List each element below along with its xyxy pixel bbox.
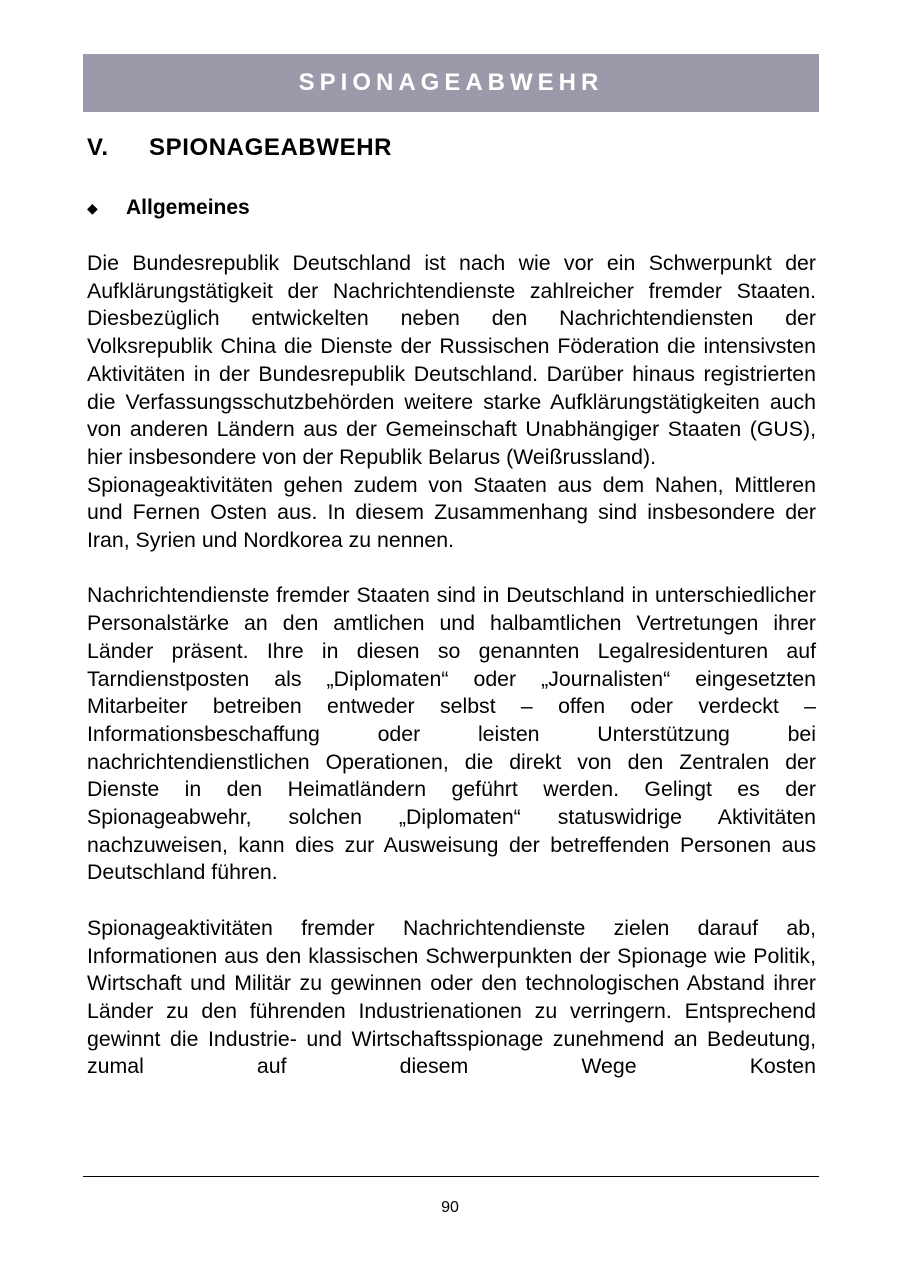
page-number: 90 [441,1199,459,1216]
paragraph-4: Spionageaktivitäten fremder Nachrichtendienste zielen darauf ab, Informationen aus den klassischen Schwerpunkten der Spionage wie Politik, Wirtschaft und Militär zu gewinnen oder den technologischen Abstand ihrer Länder zu den führenden Industrienationen zu verringern. Entsprechend gewinnt die Industrie- und Wirtschaftsspionage zunehmend an Bedeutung, zumal auf diesem Wege Kosten [87,915,816,1079]
footer-divider [83,1176,819,1177]
paragraph-1: Die Bundesrepublik Deutschland ist nach wie vor ein Schwerpunkt der Aufklärungstätigkeit der Nachrichtendienste zahlreicher fremder Staaten. Diesbezüglich entwickelten neben den Nachrichtendiensten der Volksrepublik China die Dienste der Russischen Föderation die intensivsten Aktivitäten in der Bundesrepublik Deutschland. Darüber hinaus registrierten die Verfassungsschutzbehörden weitere starke Aufklärungstätigkeiten auch von anderen Ländern aus der Gemeinschaft Unabhängiger Staaten (GUS), hier insbesondere von der Republik Belarus (Weißrussland). [87,251,816,469]
paragraph-3: Nachrichtendienste fremder Staaten sind in Deutschland in unterschiedlicher Personalstärke an den amtlichen und halbamtlichen Vertretungen ihrer Länder präsent. Ihre in diesen so genannten Legalresidenturen auf Tarndienstposten als „Diplomaten“ oder „Journalisten“ eingesetzten Mitarbeiter betreiben entweder selbst – offen oder verdeckt – Informationsbeschaffung oder leisten Unterstützung bei nachrichtendienstlichen Operationen, die direkt von den Zentralen der Dienste in den Heimatländern geführt werden. Gelingt es der Spionageabwehr, solchen „Diplomaten“ statuswidrige Aktivitäten nachzuweisen, kann dies zur Ausweisung der betreffenden Personen aus Deutschland führen. [87,583,816,885]
diamond-bullet-icon: ◆ [87,200,98,216]
section-heading [87,194,250,222]
running-header [83,54,819,112]
chapter-heading [87,134,392,162]
paragraph-2: Spionageaktivitäten gehen zudem von Staaten aus dem Nahen, Mittleren und Fernen Osten aus. In diesem Zusammenhang sind insbesondere der Iran, Syrien und Nordkorea zu nennen. [87,472,816,553]
chapter-title: SPIONAGEABWEHR [149,134,393,161]
running-header-title: SPIONAGEABWEHR [298,69,604,96]
section-title: Allgemeines [126,196,250,219]
body-text [87,250,816,1081]
chapter-number: V. [87,134,109,161]
